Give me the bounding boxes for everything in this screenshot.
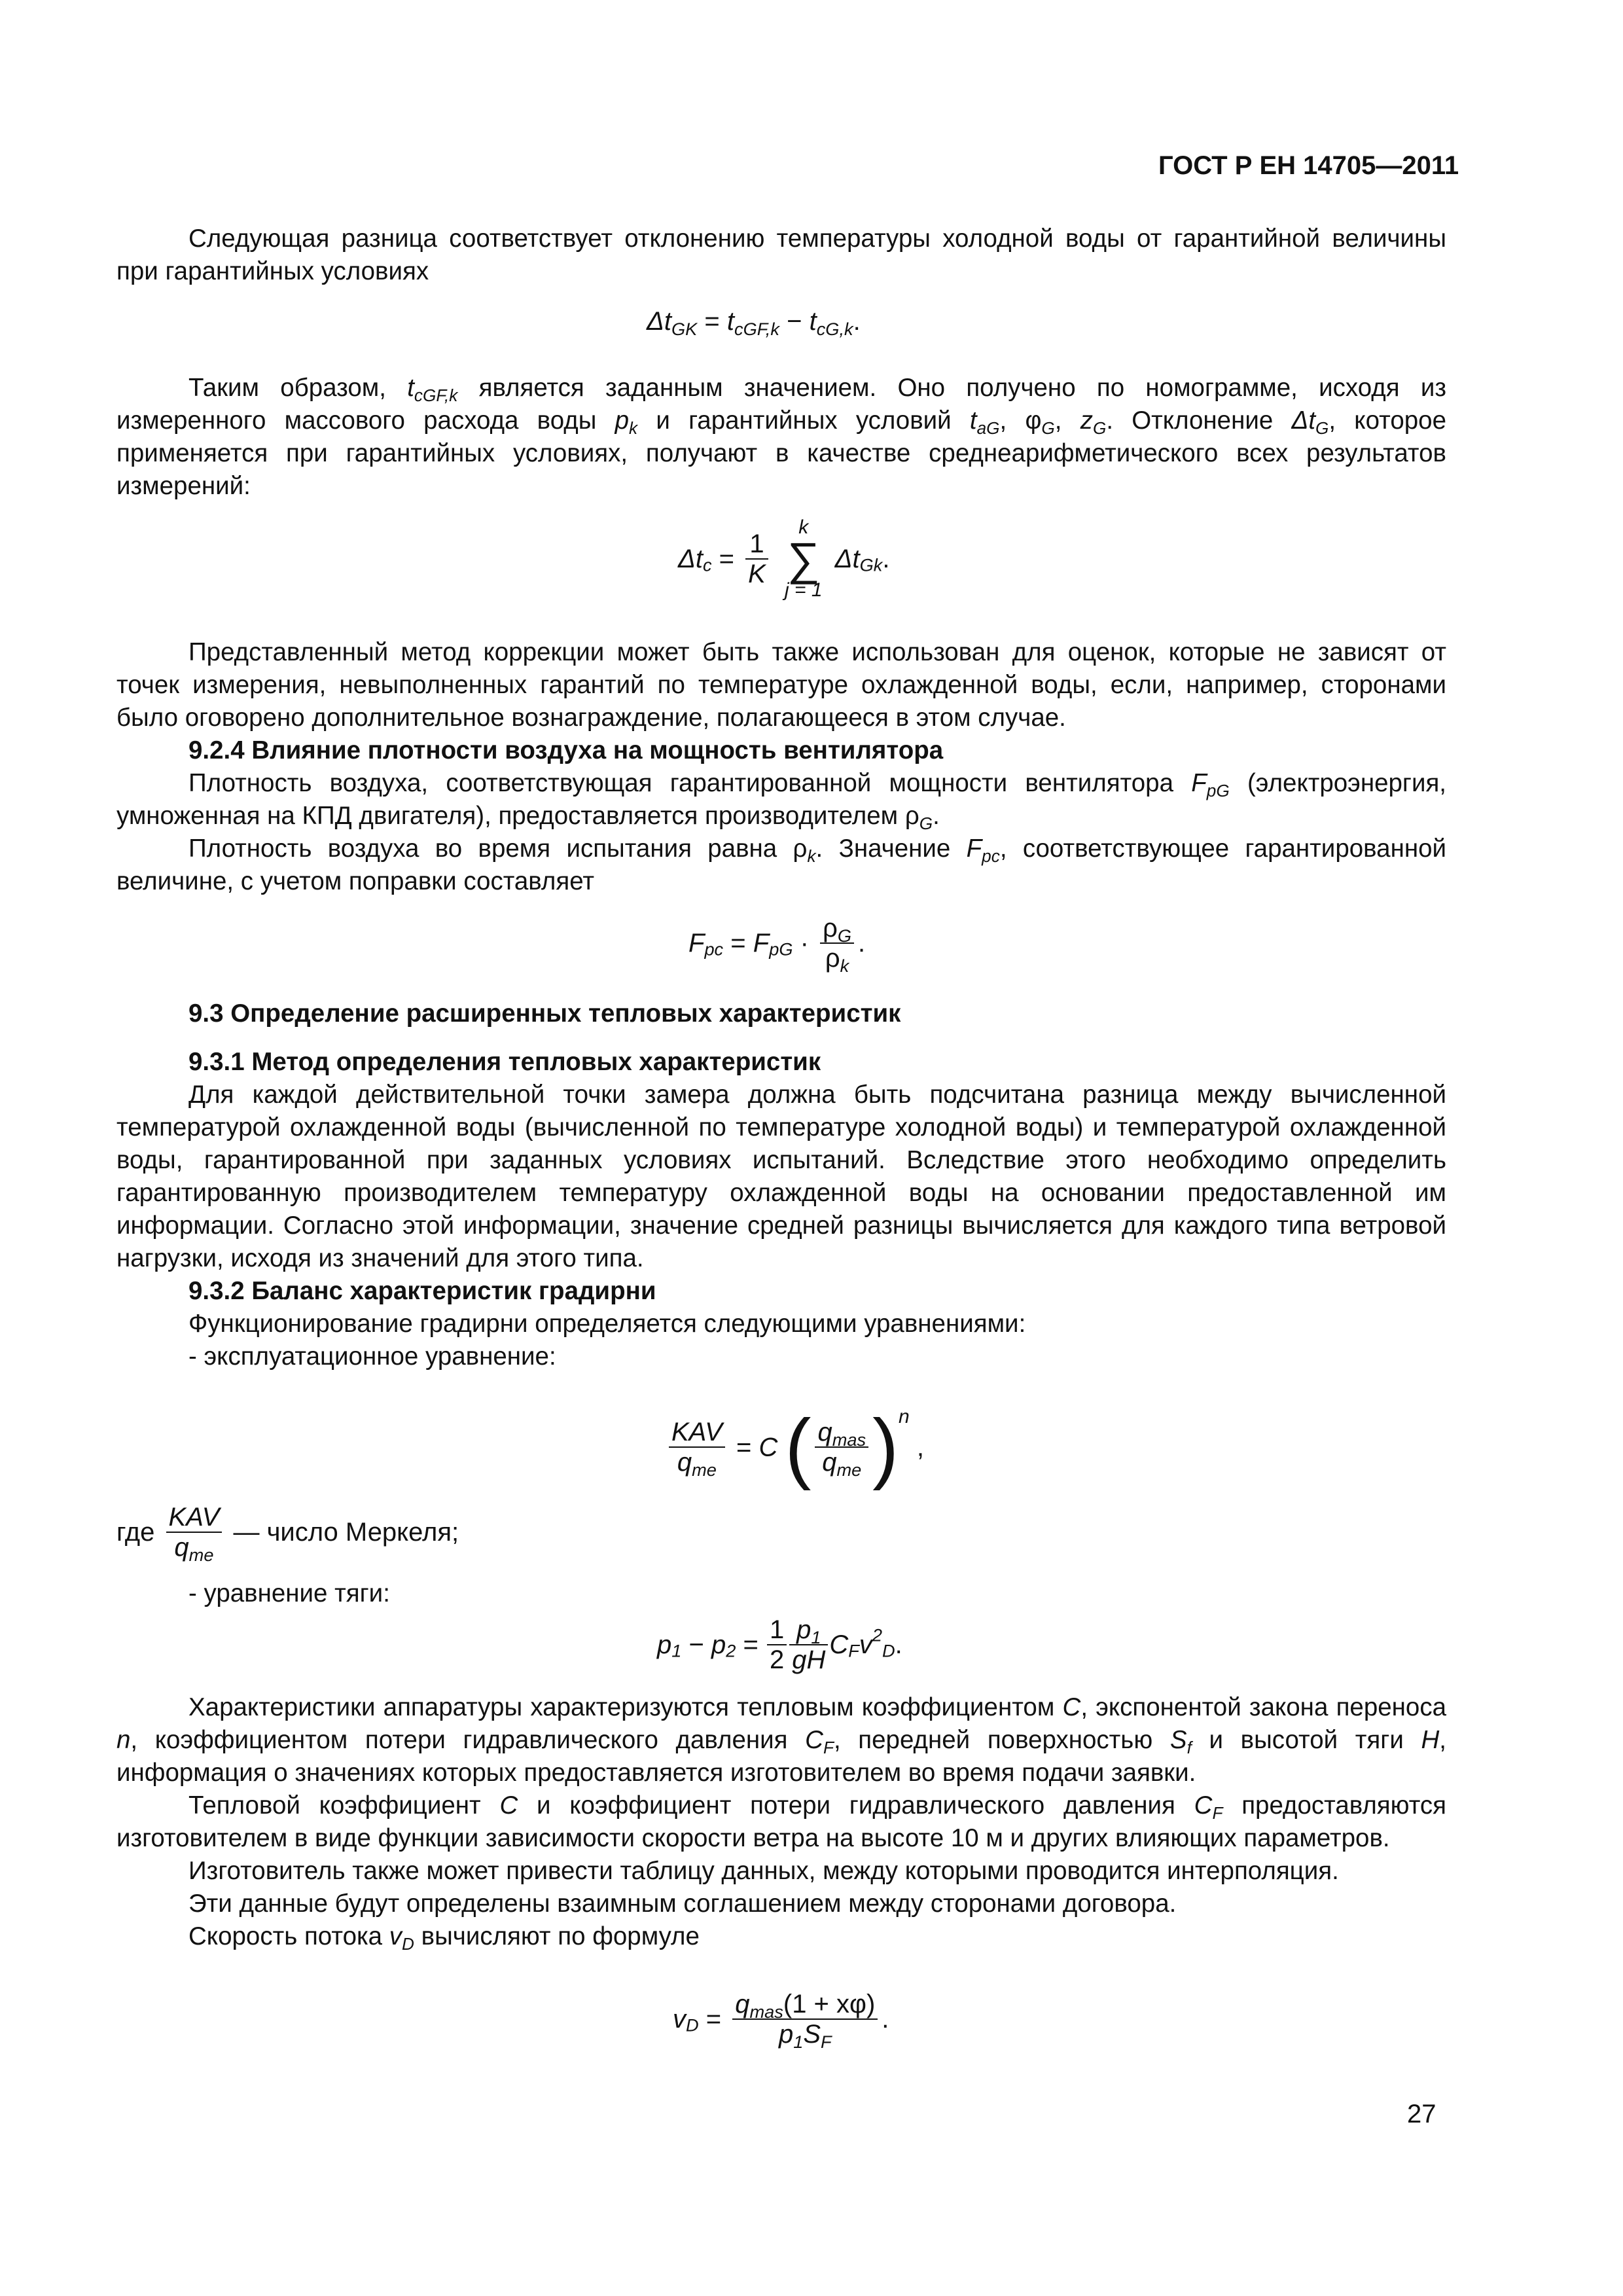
text: Тепловой коэффициент: [188, 1791, 500, 1820]
eq3-den-sub: k: [840, 956, 849, 977]
eq6-den-p: p: [778, 2020, 794, 2049]
text: вычисляют по формуле: [414, 1922, 700, 1950]
symbol: n: [116, 1726, 131, 1754]
eq1-minus: −: [787, 307, 802, 336]
symbol: H: [1421, 1726, 1440, 1754]
eq4-den-sub: me: [692, 1460, 717, 1480]
symbol: ρ: [793, 834, 808, 863]
sub: f: [1186, 1737, 1192, 1757]
list-item: - уравнение тяги:: [188, 1579, 390, 1607]
eq6-num-rest: (1 + xφ): [783, 1990, 876, 2018]
eq5-num1: 1: [769, 1615, 785, 1644]
eq6-num: [732, 1990, 878, 2022]
symbol: C: [805, 1726, 823, 1754]
eq4-end: ,: [916, 1433, 924, 1462]
eq3-den: [820, 942, 854, 977]
eq3-eq: =: [730, 929, 746, 958]
eq5-end: .: [895, 1630, 902, 1659]
eq5-p1: p: [657, 1630, 672, 1659]
text: , коэффициентом потери гидравлического давления: [130, 1726, 806, 1754]
where-den-sub: me: [188, 1545, 214, 1566]
eq6-num-q-sub: mas: [749, 2001, 783, 2022]
paragraph: Изготовитель также может привести таблицу данных, между которыми проводится интерполяция.: [188, 1857, 1339, 1885]
where-clause: [116, 1503, 459, 1566]
eq5-num2-sym: p: [796, 1615, 812, 1644]
text: , информация о значениях которых предоставляется изготовителем во время подачи заявки.: [116, 1726, 1446, 1787]
eq2-lhs-sub: c: [702, 554, 712, 575]
page-number: 27: [1407, 2100, 1436, 2128]
eq6-end: .: [882, 2005, 889, 2034]
eq6-den: [732, 2018, 878, 2053]
text: является заданным значением. Оно получено по номограмме, исходя из измеренного массового расхода воды: [116, 374, 1446, 435]
sub: G: [919, 813, 933, 833]
sub: G: [1315, 418, 1329, 438]
where-den-sym: q: [174, 1533, 189, 1562]
eq4-num: KAV: [671, 1418, 722, 1447]
eq6-fraction: [732, 1990, 878, 2053]
sub: F: [1212, 1803, 1223, 1823]
paragraph-block-5: [116, 1046, 1446, 1373]
eq3-num-sym: ρ: [823, 914, 838, 942]
eq5-v: v: [859, 1630, 872, 1659]
sum-bottom: j = 1: [784, 579, 823, 601]
sub: k: [629, 418, 638, 438]
eq5-p1-sub: 1: [671, 1640, 682, 1661]
equation-delta-tgk: [647, 305, 861, 338]
eq6-lhs: v: [673, 2005, 686, 2034]
paragraph: Представленный метод коррекции может быть также использован для оценок, которые не зависят от точек измерения, невыполненных гарантий по температуре охлажденной воды, если, например, сторонами было оговорено дополнительное вознаграждение, полагающееся в этом случае.: [116, 638, 1446, 732]
text: ,: [999, 406, 1026, 435]
text: Таким образом,: [188, 374, 408, 402]
eq1-lhs: Δt: [647, 307, 671, 336]
text: . Отклонение: [1106, 406, 1292, 435]
sub: k: [807, 846, 816, 866]
eq3-f-sub: pG: [769, 939, 793, 960]
text: и коэффициент потери гидравлического давления: [518, 1791, 1194, 1820]
eq5-minus: −: [688, 1630, 704, 1659]
paragraph: [116, 833, 1446, 898]
paragraph: Эти данные будут определены взаимным соглашением между сторонами договора.: [188, 1890, 1177, 1918]
equation-merkel: [665, 1401, 924, 1492]
eq4-eq: =: [736, 1433, 752, 1462]
eq1-eq: =: [704, 307, 720, 336]
eq3-lhs: F: [688, 929, 705, 958]
symbol: t: [969, 406, 977, 435]
eq1-lhs-sub: GK: [671, 319, 698, 340]
eq5-num2: [789, 1615, 828, 1648]
text: ,: [1054, 406, 1080, 435]
eq3-num: [820, 914, 854, 946]
eq3-lhs-sub: pc: [704, 939, 724, 960]
sub: pc: [982, 846, 1000, 866]
text: Плотность воздуха во время испытания равна: [188, 834, 793, 863]
eq4-inner-fraction: [815, 1418, 868, 1480]
eq2-fraction: [745, 529, 768, 588]
eq5-eq: =: [743, 1630, 758, 1659]
paragraph: [116, 1789, 1446, 1855]
equation-fpc: [688, 914, 866, 977]
eq4-in-den: [815, 1446, 868, 1480]
paragraph: [116, 1920, 1446, 1953]
eq2-den: K: [745, 558, 768, 588]
document-id: ГОСТ Р ЕН 14705—2011: [1158, 151, 1459, 180]
text: и высотой тяги: [1191, 1726, 1421, 1754]
eq4-in-den-sym: q: [822, 1448, 837, 1477]
eq6-den-p-sub: 1: [793, 2032, 804, 2053]
eq5-v-sup: 2: [872, 1624, 882, 1645]
symbol: F: [1191, 769, 1207, 797]
symbol: ρ: [904, 802, 919, 830]
eq6-eq: =: [705, 2005, 722, 2034]
eq6-lhs-sub: D: [686, 2015, 699, 2036]
symbol: F: [966, 834, 982, 863]
eq6-den-s-sub: F: [821, 2032, 832, 2053]
summation: [785, 517, 823, 601]
eq5-v-sub: D: [882, 1640, 895, 1661]
eq5-p2: p: [711, 1630, 726, 1659]
eq4-fraction: [669, 1418, 725, 1480]
eq4-c: C: [758, 1433, 778, 1462]
eq1-t2: t: [809, 307, 817, 336]
section-heading-9-3-2: 9.3.2 Баланс характеристик градирни: [188, 1277, 656, 1305]
eq2-eq: =: [719, 545, 735, 573]
text: .: [933, 802, 940, 830]
eq4-den-sym: q: [677, 1448, 692, 1477]
paragraph-block-2: [116, 372, 1446, 503]
eq1-t2-sub: cG,k: [816, 319, 853, 340]
right-paren: ): [872, 1403, 899, 1492]
eq5-fraction-1: [767, 1615, 787, 1674]
eq3-num-sub: G: [837, 925, 851, 946]
eq4-exp: n: [899, 1406, 910, 1427]
eq5-p2-sub: 2: [726, 1640, 736, 1661]
sub: pG: [1206, 780, 1230, 800]
eq2-term-sub: Gk: [859, 554, 883, 575]
text: , которое применяется при гарантийных условиях, получают в качестве среднеарифметического всех результатов измерений:: [116, 406, 1446, 500]
sum-top: k: [798, 516, 809, 538]
equation-delta-tc: [678, 517, 889, 601]
paragraph-block-4: [116, 997, 1446, 1030]
eq3-f: F: [753, 929, 770, 958]
symbol: z: [1080, 406, 1093, 435]
paragraph-block-6: [116, 1577, 1446, 1610]
eq5-den2: gH: [789, 1644, 828, 1674]
eq4-in-num: [815, 1418, 868, 1450]
text: Плотность воздуха, соответствующая гарантированной мощности вентилятора: [188, 769, 1192, 797]
sub: F: [823, 1737, 834, 1757]
symbol: S: [1169, 1726, 1187, 1754]
where-den: [166, 1532, 223, 1566]
section-heading-9-2-4: 9.2.4 Влияние плотности воздуха на мощность вентилятора: [188, 736, 944, 764]
left-paren: (: [785, 1403, 812, 1492]
eq1-t1: t: [726, 307, 734, 336]
paragraph-block-7: [116, 1691, 1446, 1953]
eq1-end: .: [853, 307, 861, 336]
eq4-in-num-sym: q: [817, 1418, 832, 1447]
text: Характеристики аппаратуры характеризуются тепловым коэффициентом: [188, 1693, 1063, 1721]
paragraph: Функционирование градирни определяется следующими уравнениями:: [188, 1310, 1026, 1338]
eq5-cf: C: [829, 1630, 849, 1659]
symbol: φ: [1025, 406, 1042, 435]
text: , соответствующее гарантированной величине, с учетом поправки составляет: [116, 834, 1447, 895]
paragraph-block-1: [116, 223, 1446, 288]
symbol: Δt: [1291, 406, 1316, 435]
symbol: t: [407, 374, 414, 402]
eq4-den: [669, 1446, 725, 1480]
section-heading-9-3-1: 9.3.1 Метод определения тепловых характеристик: [188, 1048, 821, 1076]
where-prefix: где: [116, 1518, 155, 1547]
symbol: C: [1194, 1791, 1213, 1820]
symbol: C: [1062, 1693, 1081, 1721]
eq2-num: 1: [749, 529, 764, 558]
eq5-fraction-2: [789, 1615, 828, 1674]
eq2-term: Δt: [834, 545, 860, 573]
section-heading-9-3: 9.3 Определение расширенных тепловых характеристик: [188, 999, 901, 1028]
text: , экспонентой закона переноса: [1080, 1693, 1446, 1721]
eq6-den-s: S: [803, 2020, 821, 2049]
symbol: v: [389, 1922, 402, 1950]
sub: aG: [976, 418, 1000, 438]
where-text: — число Меркеля;: [226, 1518, 459, 1547]
where-num: KAV: [168, 1503, 220, 1532]
equation-flow-velocity: [673, 1990, 889, 2053]
text: Скорость потока: [188, 1922, 389, 1950]
where-fraction: [166, 1503, 223, 1566]
equation-draft: [657, 1615, 902, 1674]
paragraph: [116, 372, 1446, 503]
eq3-den-sym: ρ: [825, 944, 840, 973]
eq3-dot: ·: [800, 929, 809, 958]
paragraph: [116, 1691, 1446, 1789]
paragraph-block-3: [116, 636, 1446, 898]
paragraph: [116, 767, 1446, 833]
sub: G: [1092, 418, 1107, 438]
eq2-lhs: Δt: [678, 545, 703, 573]
text: (электроэнергия, умноженная на КПД двигателя), предоставляется производителем: [116, 769, 1447, 830]
sum-symbol: ∑: [787, 533, 820, 584]
text: , передней поверхностью: [833, 1726, 1170, 1754]
sub: D: [402, 1933, 414, 1954]
text: и гарантийных условий: [637, 406, 970, 435]
symbol: C: [499, 1791, 518, 1820]
paragraph: Для каждой действительной точки замера должна быть подсчитана разница между вычисленной температурой охлажденной воды (вычисленной по температуре холодной воды) и температурой охлажденной воды, гарантированной при заданных условиях испытаний. Вследствие этого необходимо определить гарантированную производителем температуру охлажденной воды на основании предоставленной им информации. Согласно этой информации, значение средней разницы вычисляется для каждого типа ветровой нагрузки, исходя из значений для этого типа.: [116, 1081, 1446, 1272]
eq3-fraction: [820, 914, 854, 977]
list-item: - эксплуатационное уравнение:: [188, 1342, 556, 1371]
eq5-cf-sub: F: [848, 1640, 859, 1661]
eq1-t1-sub: cGF,k: [734, 319, 779, 340]
eq4-in-den-sub: me: [836, 1460, 862, 1480]
eq2-end: .: [882, 545, 890, 573]
eq4-in-num-sub: mas: [832, 1429, 866, 1450]
sub: G: [1041, 418, 1055, 438]
eq6-num-q: q: [735, 1990, 750, 2018]
sub: cGF,k: [414, 385, 458, 405]
paragraph: Следующая разница соответствует отклонению температуры холодной воды от гарантийной величины при гарантийных условиях: [116, 224, 1446, 285]
text: предоставляются изготовителем в виде функции зависимости скорости ветра на высоте 10 м и других влияющих параметров.: [116, 1791, 1446, 1852]
eq5-den1: 2: [767, 1644, 787, 1674]
eq3-end: .: [857, 929, 866, 958]
text: . Значение: [815, 834, 967, 863]
eq5-num2-sub: 1: [811, 1627, 821, 1648]
symbol: p: [615, 406, 630, 435]
